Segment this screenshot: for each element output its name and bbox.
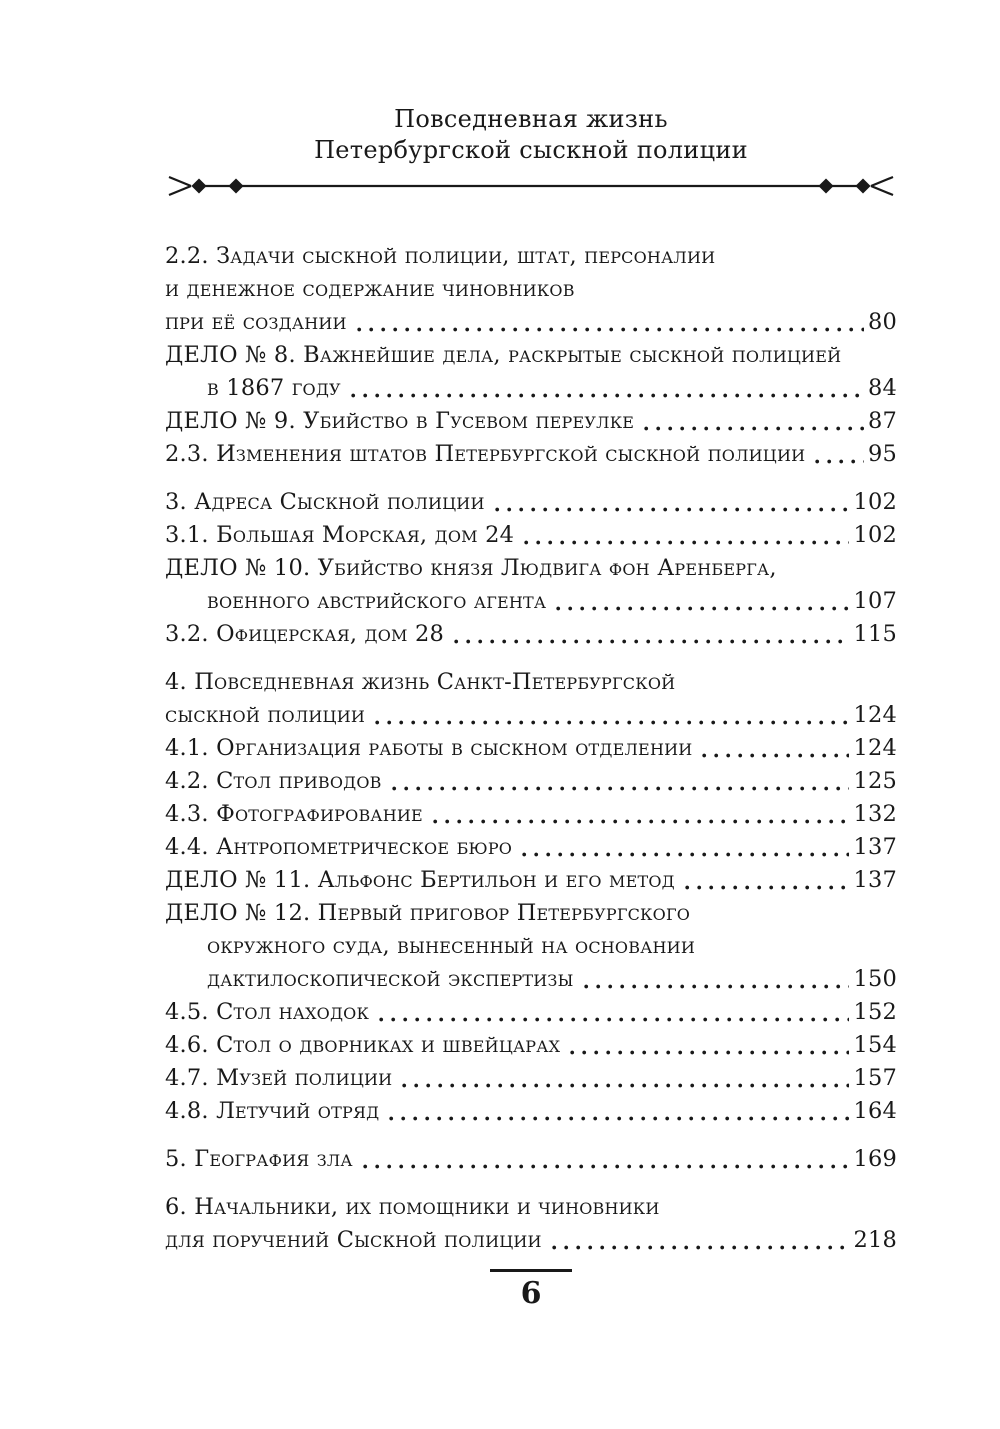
dot-leader [552,1245,850,1250]
dot-leader [570,1050,849,1055]
toc-page-number: 152 [853,999,897,1025]
toc-line-text: 4.2. Стол приводов [165,768,382,794]
toc-entry [165,405,897,438]
running-head [165,104,897,166]
toc-line-text: 4.8. Летучий отряд [165,1098,380,1124]
toc-page-number: 107 [853,588,897,614]
dot-leader [389,1116,849,1121]
toc-line [165,273,897,306]
toc-page-number: 218 [853,1227,897,1253]
toc-line-text: 6. Начальники, их помощники и чиновники [165,1194,660,1220]
toc-line-text: окружного суда, вынесенный на основании [207,933,695,959]
toc-line [165,585,897,618]
header-divider-ornament [166,174,896,198]
toc-entry [165,486,897,519]
toc-line-text: дактилоскопической экспертизы [207,966,574,992]
toc-entry [165,1191,897,1257]
footer-rule [490,1269,572,1272]
toc-page-number: 84 [867,375,897,401]
toc-page-number: 137 [853,867,897,893]
table-of-contents [165,240,897,1257]
toc-entry [165,765,897,798]
toc-line [165,486,897,519]
toc-page-number: 169 [853,1146,897,1172]
toc-entry [165,1143,897,1176]
toc-entry [165,897,897,996]
toc-line [165,1143,897,1176]
toc-page-number: 150 [853,966,897,992]
toc-entry [165,996,897,1029]
running-head-line2: Петербургской сыскной полиции [314,136,748,164]
toc-line-text: 3.1. Большая Морская, дом 24 [165,522,515,548]
book-page [165,0,897,1311]
toc-page-number: 137 [853,834,897,860]
toc-line [165,372,897,405]
page-footer [165,1269,897,1311]
toc-line-text: военного австрийского агента [207,588,547,614]
toc-line-text: 4.4. Антропометрическое бюро [165,834,513,860]
dot-leader [702,753,849,758]
dot-leader [522,852,849,857]
toc-entry [165,240,897,339]
toc-line-text: ДЕЛО № 11. Альфонс Бертильон и его метод [165,867,675,893]
toc-line-text: 2.3. Изменения штатов Петербургской сыскной полиции [165,441,806,467]
toc-page-number: 124 [853,702,897,728]
toc-line-text: 4.1. Организация работы в сыскном отделении [165,735,693,761]
dot-leader [685,885,850,890]
toc-line [165,666,897,699]
toc-line [165,732,897,765]
toc-line [165,618,897,651]
toc-entry [165,438,897,471]
toc-line-text: в 1867 году [207,375,341,401]
dot-leader [644,426,864,431]
toc-line [165,798,897,831]
toc-line [165,339,897,372]
toc-page-number: 95 [867,441,897,467]
toc-line [165,306,897,339]
toc-line [165,699,897,732]
toc-entry [165,339,897,405]
toc-line [165,897,897,930]
dot-leader [392,786,850,791]
toc-entry [165,732,897,765]
toc-line-text: 4.7. Музей полиции [165,1065,393,1091]
toc-line-text: 4.3. Фотографирование [165,801,423,827]
toc-line [165,519,897,552]
toc-line [165,1095,897,1128]
toc-entry [165,798,897,831]
toc-line [165,1224,897,1257]
toc-line [165,996,897,1029]
toc-line [165,930,897,963]
toc-line-text: ДЕЛО № 8. Важнейшие дела, раскрытые сыскной полицией [165,342,842,368]
dot-leader [433,819,850,824]
toc-entry [165,864,897,897]
toc-line [165,1029,897,1062]
dot-leader [815,459,864,464]
toc-line-text: для поручений Сыскной полиции [165,1227,542,1253]
toc-page-number: 154 [853,1032,897,1058]
toc-line-text: 2.2. Задачи сыскной полиции, штат, персоналии [165,243,716,269]
toc-entry [165,552,897,618]
toc-line-text: сыскной полиции [165,702,366,728]
toc-line [165,1191,897,1224]
toc-entry [165,831,897,864]
toc-line [165,1062,897,1095]
toc-line-text: 3. Адреса Сыскной полиции [165,489,485,515]
toc-page-number: 132 [853,801,897,827]
toc-page-number: 102 [853,489,897,515]
toc-entry [165,618,897,651]
dot-leader [524,540,849,545]
page-header [165,104,897,198]
dot-leader [351,393,864,398]
page-number: 6 [520,1276,542,1311]
toc-line-text: ДЕЛО № 10. Убийство князя Людвига фон Аренберга, [165,555,777,581]
toc-page-number: 102 [853,522,897,548]
toc-line-text: 3.2. Офицерская, дом 28 [165,621,445,647]
toc-line-text: 4.6. Стол о дворниках и швейцарах [165,1032,561,1058]
toc-line-text: ДЕЛО № 9. Убийство в Гусевом переулке [165,408,635,434]
dot-leader [375,720,849,725]
dot-leader [357,327,864,332]
toc-entry [165,1029,897,1062]
dot-leader [379,1017,849,1022]
toc-page-number: 80 [867,309,897,335]
toc-page-number: 124 [853,735,897,761]
toc-entry [165,1062,897,1095]
toc-line [165,438,897,471]
toc-line [165,405,897,438]
dot-leader [363,1164,850,1169]
dot-leader [495,507,850,512]
toc-page-number: 115 [853,621,897,647]
dot-leader [584,984,850,989]
toc-page-number: 157 [853,1065,897,1091]
toc-line [165,864,897,897]
dot-leader [402,1083,849,1088]
dot-leader [454,639,849,644]
toc-line-text: при её создании [165,309,347,335]
toc-line-text: 4. Повседневная жизнь Санкт-Петербургской [165,669,676,695]
toc-line [165,831,897,864]
toc-line [165,240,897,273]
toc-page-number: 87 [867,408,897,434]
toc-page-number: 164 [853,1098,897,1124]
toc-line-text: и денежное содержание чиновников [165,276,575,302]
toc-entry [165,519,897,552]
running-head-line1: Повседневная жизнь [394,105,668,133]
toc-line [165,552,897,585]
toc-line [165,963,897,996]
toc-entry [165,1095,897,1128]
toc-line-text: ДЕЛО № 12. Первый приговор Петербургского [165,900,691,926]
toc-line [165,765,897,798]
toc-line-text: 5. География зла [165,1146,353,1172]
toc-entry [165,666,897,732]
dot-leader [556,606,849,611]
toc-page-number: 125 [853,768,897,794]
toc-line-text: 4.5. Стол находок [165,999,370,1025]
